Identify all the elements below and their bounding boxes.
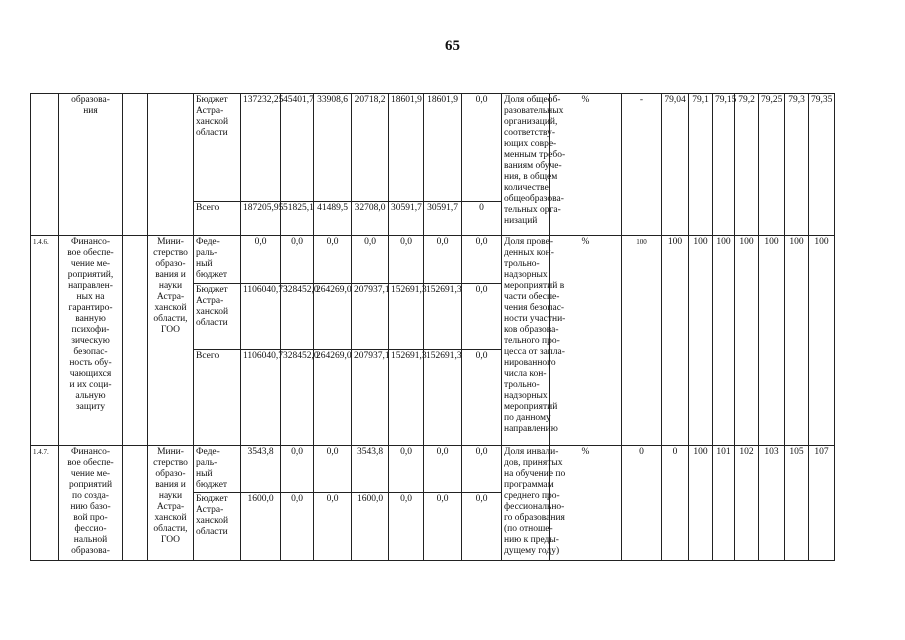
amount-value: 18601,9 xyxy=(391,95,422,105)
row-number-cell xyxy=(31,94,59,236)
text-line: организаций, xyxy=(504,117,558,127)
text-line: направлению xyxy=(504,424,558,434)
amount-cell xyxy=(389,493,424,561)
text-line: науки xyxy=(158,281,183,291)
text-line: го образования xyxy=(504,513,565,523)
text-line: вания и xyxy=(155,270,186,280)
amount-value: 0,0 xyxy=(291,447,303,457)
year-target-cell xyxy=(662,446,689,561)
amount-cell xyxy=(389,202,424,236)
year-target-value: 100 xyxy=(764,237,779,247)
year-target-cell xyxy=(735,236,759,446)
text-line: ханской xyxy=(196,117,229,127)
amount-cell xyxy=(281,493,314,561)
amount-value: 0,0 xyxy=(475,237,488,247)
text-line: среднего про- xyxy=(504,491,560,501)
amount-cell xyxy=(424,493,462,561)
amount-value: 0 xyxy=(479,203,484,213)
year-target-value: 79,3 xyxy=(788,95,805,105)
program-table xyxy=(30,93,855,561)
text-line: раль- xyxy=(196,248,218,258)
measure-name-cell xyxy=(59,94,123,236)
measure-name-cell xyxy=(59,446,123,561)
text-line: Феде- xyxy=(196,237,220,247)
text-line: соответству- xyxy=(504,128,556,138)
amount-value: 18601,9 xyxy=(427,95,458,105)
text-line: ния xyxy=(83,106,98,116)
amount-value: 0,0 xyxy=(475,447,488,457)
amount-cell xyxy=(314,493,352,561)
text-line: разовательных xyxy=(504,106,564,116)
amount-value: 152691,3 xyxy=(391,351,427,361)
text-line: мероприятий xyxy=(504,402,558,412)
year-target-cell xyxy=(759,94,785,236)
year-target-cell xyxy=(662,236,689,446)
amount-value: 41489,5 xyxy=(317,203,348,213)
amount-value: 328452,0 xyxy=(283,351,319,361)
year-target-value: 79,1 xyxy=(692,95,709,105)
text-line: Доля инвали- xyxy=(504,447,559,457)
amount-cell xyxy=(424,350,462,446)
amount-value: 152691,3 xyxy=(391,285,427,295)
table-row xyxy=(31,446,855,493)
text-line: вое обеспе- xyxy=(67,458,114,468)
unit-value: % xyxy=(581,95,590,105)
year-target-value: 100 xyxy=(667,237,683,247)
text-line: Астра- xyxy=(196,106,224,116)
text-line: области, xyxy=(153,314,188,324)
year-target-cell xyxy=(735,94,759,236)
year-target-cell xyxy=(809,94,835,236)
text-line: направлен- xyxy=(68,281,113,291)
text-line: нию к преды- xyxy=(504,535,559,545)
amount-value: 0,0 xyxy=(475,351,488,361)
text-line: нию базо- xyxy=(70,502,111,512)
text-line: раль- xyxy=(196,458,218,468)
amount-cell xyxy=(424,284,462,350)
text-line: Всего xyxy=(196,351,220,361)
amount-value: 0,0 xyxy=(400,237,412,247)
text-line: ваниям обуче- xyxy=(504,161,562,171)
funding-source-cell xyxy=(194,94,241,202)
amount-value: 137232,25 xyxy=(243,95,284,105)
amount-cell xyxy=(314,284,352,350)
year-target-value: 100 xyxy=(789,237,804,247)
text-line: области xyxy=(196,527,228,537)
text-line: фессио- xyxy=(74,524,107,534)
text-line: бюджет xyxy=(196,270,228,280)
amount-value: 152691,3 xyxy=(426,285,462,295)
text-line: альную xyxy=(75,391,106,401)
amount-value: 45401,7 xyxy=(283,95,314,105)
blank-cell xyxy=(123,236,148,446)
base-value-cell xyxy=(622,446,662,561)
amount-value: 20718,2 xyxy=(354,95,386,105)
text-line: Доля прове- xyxy=(504,237,553,247)
row-number-cell xyxy=(31,236,59,446)
text-line: области xyxy=(196,128,228,138)
amount-value: 0,0 xyxy=(291,237,303,247)
text-line: и их соци- xyxy=(69,380,112,390)
amount-value: 0,0 xyxy=(400,494,412,504)
amount-cell xyxy=(389,350,427,446)
year-target-value: 105 xyxy=(789,447,804,457)
text-line: области, xyxy=(153,524,188,534)
year-target-value: 79,35 xyxy=(811,95,833,105)
text-line: образова- xyxy=(71,95,110,105)
text-line: ных на xyxy=(76,292,105,302)
amount-value: 187205,95 xyxy=(243,203,284,213)
text-line: безопас- xyxy=(73,347,108,357)
text-line: психофи- xyxy=(71,325,110,335)
amount-value: 1600,0 xyxy=(247,494,274,504)
funding-source-cell xyxy=(194,284,241,350)
year-target-value: 79,2 xyxy=(738,95,755,105)
text-line: Бюджет xyxy=(196,285,228,295)
text-line: по созда- xyxy=(72,491,109,501)
amount-cell xyxy=(281,236,314,284)
amount-value: 51825,1 xyxy=(283,203,314,213)
amount-cell xyxy=(352,493,389,561)
year-target-cell xyxy=(809,446,835,561)
funding-source-cell xyxy=(194,236,241,284)
funding-source-cell xyxy=(194,493,241,561)
text-line: тельных орга- xyxy=(504,205,561,215)
amount-value: 264269,0 xyxy=(316,285,352,295)
text-line: дов, принятых xyxy=(504,458,563,468)
indicator-cell xyxy=(502,446,566,561)
text-line: на обучение по xyxy=(504,469,566,479)
text-line: бюджет xyxy=(196,480,228,490)
year-target-cell xyxy=(735,446,759,561)
amount-cell xyxy=(314,202,352,236)
blank-cell xyxy=(123,446,148,561)
text-line: трольно- xyxy=(504,259,540,269)
text-line: ности участни- xyxy=(504,314,566,324)
amount-cell xyxy=(352,94,389,202)
text-line: количестве xyxy=(504,183,549,193)
amount-cell xyxy=(281,202,314,236)
year-target-value: 101 xyxy=(716,447,731,457)
base-value: 0 xyxy=(639,447,644,457)
text-line: ханской xyxy=(154,513,187,523)
amount-cell xyxy=(389,284,427,350)
text-line: ханской xyxy=(154,303,187,313)
amount-value: 0,0 xyxy=(475,285,488,295)
year-target-value: 100 xyxy=(693,447,708,457)
year-target-cell xyxy=(785,94,809,236)
amount-cell xyxy=(241,493,281,561)
amount-cell xyxy=(281,446,314,493)
amount-cell xyxy=(314,94,352,202)
amount-cell xyxy=(241,284,288,350)
text-line: Мини- xyxy=(157,447,184,457)
amount-value: 1106040,7 xyxy=(243,351,284,361)
year-target-value: 100 xyxy=(693,237,708,247)
text-line: части обеспе- xyxy=(504,292,560,302)
base-value: 100 xyxy=(636,238,647,246)
year-target-cell xyxy=(689,236,713,446)
year-target-cell xyxy=(662,94,689,236)
text-line: образо- xyxy=(155,469,186,479)
text-line: вое обеспе- xyxy=(67,248,114,258)
text-line: зическую xyxy=(71,336,110,346)
text-line: чение ме- xyxy=(70,259,111,269)
text-line: Астра- xyxy=(156,292,185,302)
blank-cell xyxy=(123,94,148,236)
amount-value: 1600,0 xyxy=(356,494,384,504)
amount-value: 3543,8 xyxy=(356,447,384,457)
text-line: образо- xyxy=(155,259,186,269)
text-line: надзорных xyxy=(504,270,548,280)
year-target-value: 100 xyxy=(716,237,731,247)
text-line: роприятий, xyxy=(67,270,114,280)
amount-value: 0,0 xyxy=(436,447,449,457)
amount-cell xyxy=(314,350,352,446)
text-line: образова- xyxy=(71,546,110,556)
text-line: Астра- xyxy=(196,505,224,515)
year-target-value: 100 xyxy=(739,237,754,247)
row-number-cell xyxy=(31,446,59,561)
year-target-value: 79,04 xyxy=(664,95,686,105)
year-target-value: 0 xyxy=(672,447,678,457)
table-row xyxy=(31,236,855,284)
text-line: ный xyxy=(196,469,213,479)
amount-value: 0,0 xyxy=(291,494,303,504)
text-line: чения безопас- xyxy=(504,303,565,313)
text-line: нированного xyxy=(504,358,556,368)
text-line: вой про- xyxy=(73,513,108,523)
text-line: фессионально- xyxy=(504,502,565,512)
text-line: ванную xyxy=(75,314,106,324)
text-line: общеобразова- xyxy=(504,194,564,204)
text-line: (по отноше- xyxy=(504,524,553,534)
text-line: ность обу- xyxy=(69,358,112,368)
text-line: Доля общеоб- xyxy=(504,95,561,105)
amount-value: 0,0 xyxy=(364,237,376,247)
text-line: Мини- xyxy=(157,237,184,247)
text-line: дущему году) xyxy=(504,546,560,556)
year-target-value: 107 xyxy=(814,447,829,457)
text-line: надзорных xyxy=(504,391,548,401)
text-line: ханской xyxy=(196,516,229,526)
indicator-cell xyxy=(502,94,566,236)
year-target-value: 102 xyxy=(739,447,754,457)
text-line: науки xyxy=(158,491,183,501)
amount-value: 207937,1 xyxy=(354,351,390,361)
table-row xyxy=(31,94,855,202)
text-line: Финансо- xyxy=(70,447,111,457)
base-value-cell xyxy=(622,94,662,236)
text-line: ющих совре- xyxy=(504,139,557,149)
amount-cell xyxy=(352,202,389,236)
amount-cell xyxy=(281,350,319,446)
year-target-cell xyxy=(759,236,785,446)
amount-value: 0,0 xyxy=(436,237,449,247)
text-line: менным требо- xyxy=(504,150,566,160)
funding-source-cell xyxy=(194,350,241,446)
year-target-cell xyxy=(809,236,835,446)
amount-value: 0,0 xyxy=(326,237,339,247)
amount-cell xyxy=(241,94,284,202)
amount-cell xyxy=(424,236,462,284)
text-line: Астра- xyxy=(156,502,185,512)
amount-cell xyxy=(462,94,502,202)
executor-cell xyxy=(148,236,194,446)
year-target-cell xyxy=(713,94,735,236)
amount-cell xyxy=(281,94,314,202)
text-line: по данному xyxy=(504,413,551,423)
amount-cell xyxy=(462,446,502,493)
executor-cell xyxy=(148,446,194,561)
text-line: ный xyxy=(196,259,213,269)
executor-cell xyxy=(148,94,194,236)
amount-value: 0,0 xyxy=(400,447,412,457)
text-line: Финансо- xyxy=(70,237,111,247)
amount-cell xyxy=(241,202,284,236)
year-target-cell xyxy=(713,236,735,446)
amount-cell xyxy=(241,236,281,284)
amount-value: 30591,7 xyxy=(391,203,422,213)
amount-cell xyxy=(314,446,352,493)
amount-cell xyxy=(241,350,284,446)
text-line: ханской xyxy=(196,307,229,317)
year-target-cell xyxy=(689,446,713,561)
amount-value: 0,0 xyxy=(326,447,339,457)
amount-value: 30591,7 xyxy=(427,203,458,213)
unit-value: % xyxy=(581,447,590,457)
amount-cell xyxy=(314,236,352,284)
amount-cell xyxy=(462,493,502,561)
text-line: чающихся xyxy=(69,369,112,379)
text-line: гарантиро- xyxy=(68,303,113,313)
text-line: вания и xyxy=(155,480,186,490)
text-line: Феде- xyxy=(196,447,220,457)
amount-cell xyxy=(352,284,389,350)
amount-cell xyxy=(352,350,389,446)
amount-value: 328452,0 xyxy=(283,285,319,295)
text-line: программам xyxy=(504,480,554,490)
amount-cell xyxy=(424,202,462,236)
amount-cell xyxy=(389,236,424,284)
text-line: стерство xyxy=(153,458,188,468)
text-line: чение ме- xyxy=(70,469,111,479)
amount-value: 0,0 xyxy=(254,237,267,247)
text-line: числа кон- xyxy=(504,369,547,379)
base-value-cell xyxy=(622,236,662,446)
amount-value: 264269,0 xyxy=(316,351,352,361)
text-line: стерство xyxy=(153,248,188,258)
amount-cell xyxy=(352,446,389,493)
amount-cell xyxy=(462,350,502,446)
amount-value: 207937,1 xyxy=(354,285,390,295)
year-target-value: 100 xyxy=(814,237,829,247)
amount-cell xyxy=(462,236,502,284)
text-line: мероприятий в xyxy=(504,281,565,291)
amount-cell xyxy=(389,94,424,202)
text-line: ГОО xyxy=(161,535,180,545)
amount-value: 0,0 xyxy=(436,494,449,504)
amount-value: 0,0 xyxy=(475,494,488,504)
text-line: ков образова- xyxy=(504,325,559,335)
row-number: 1.4.6. xyxy=(33,238,49,246)
measure-name-cell xyxy=(59,236,123,446)
amount-cell xyxy=(462,202,502,236)
amount-cell xyxy=(424,446,462,493)
amount-cell xyxy=(389,446,424,493)
year-target-cell xyxy=(785,236,809,446)
year-target-value: 79,25 xyxy=(761,95,783,105)
text-line: области xyxy=(196,318,228,328)
text-line: ния, в общем xyxy=(504,172,558,182)
text-line: денных кон- xyxy=(504,248,554,258)
text-line: Бюджет xyxy=(196,494,228,504)
year-target-value: 103 xyxy=(764,447,779,457)
text-line: низаций xyxy=(504,216,538,226)
text-line: нальной xyxy=(73,535,108,545)
row-number: 1.4.7. xyxy=(33,448,49,456)
amount-value: 32708,0 xyxy=(354,203,386,213)
unit-value: % xyxy=(581,237,590,247)
amount-cell xyxy=(241,446,281,493)
text-line: Всего xyxy=(196,203,220,213)
year-target-cell xyxy=(689,94,713,236)
amount-value: 0,0 xyxy=(475,95,488,105)
amount-value: 152691,3 xyxy=(426,351,462,361)
text-line: тельного про- xyxy=(504,336,560,346)
year-target-cell xyxy=(713,446,735,561)
unit-cell xyxy=(550,236,622,446)
year-target-cell xyxy=(759,446,785,561)
amount-value: 0,0 xyxy=(326,494,339,504)
year-target-cell xyxy=(785,446,809,561)
text-line: цесса от запла- xyxy=(504,347,565,357)
funding-source-cell xyxy=(194,446,241,493)
text-line: Астра- xyxy=(196,296,224,306)
amount-cell xyxy=(462,284,502,350)
text-line: Бюджет xyxy=(196,95,228,105)
text-line: ГОО xyxy=(161,325,180,335)
funding-source-cell xyxy=(194,202,241,236)
amount-value: 3543,8 xyxy=(247,447,274,457)
amount-cell xyxy=(352,236,389,284)
text-line: трольно- xyxy=(504,380,540,390)
text-line: защиту xyxy=(75,402,106,412)
amount-cell xyxy=(281,284,319,350)
base-value: - xyxy=(639,95,644,105)
amount-value: 33908,6 xyxy=(317,95,348,105)
amount-cell xyxy=(424,94,462,202)
indicator-cell xyxy=(502,236,566,446)
amount-value: 1106040,73 xyxy=(243,285,288,295)
year-target-value: 79,15 xyxy=(715,95,737,105)
text-line: роприятий xyxy=(68,480,113,490)
page-number: 65 xyxy=(445,38,460,54)
